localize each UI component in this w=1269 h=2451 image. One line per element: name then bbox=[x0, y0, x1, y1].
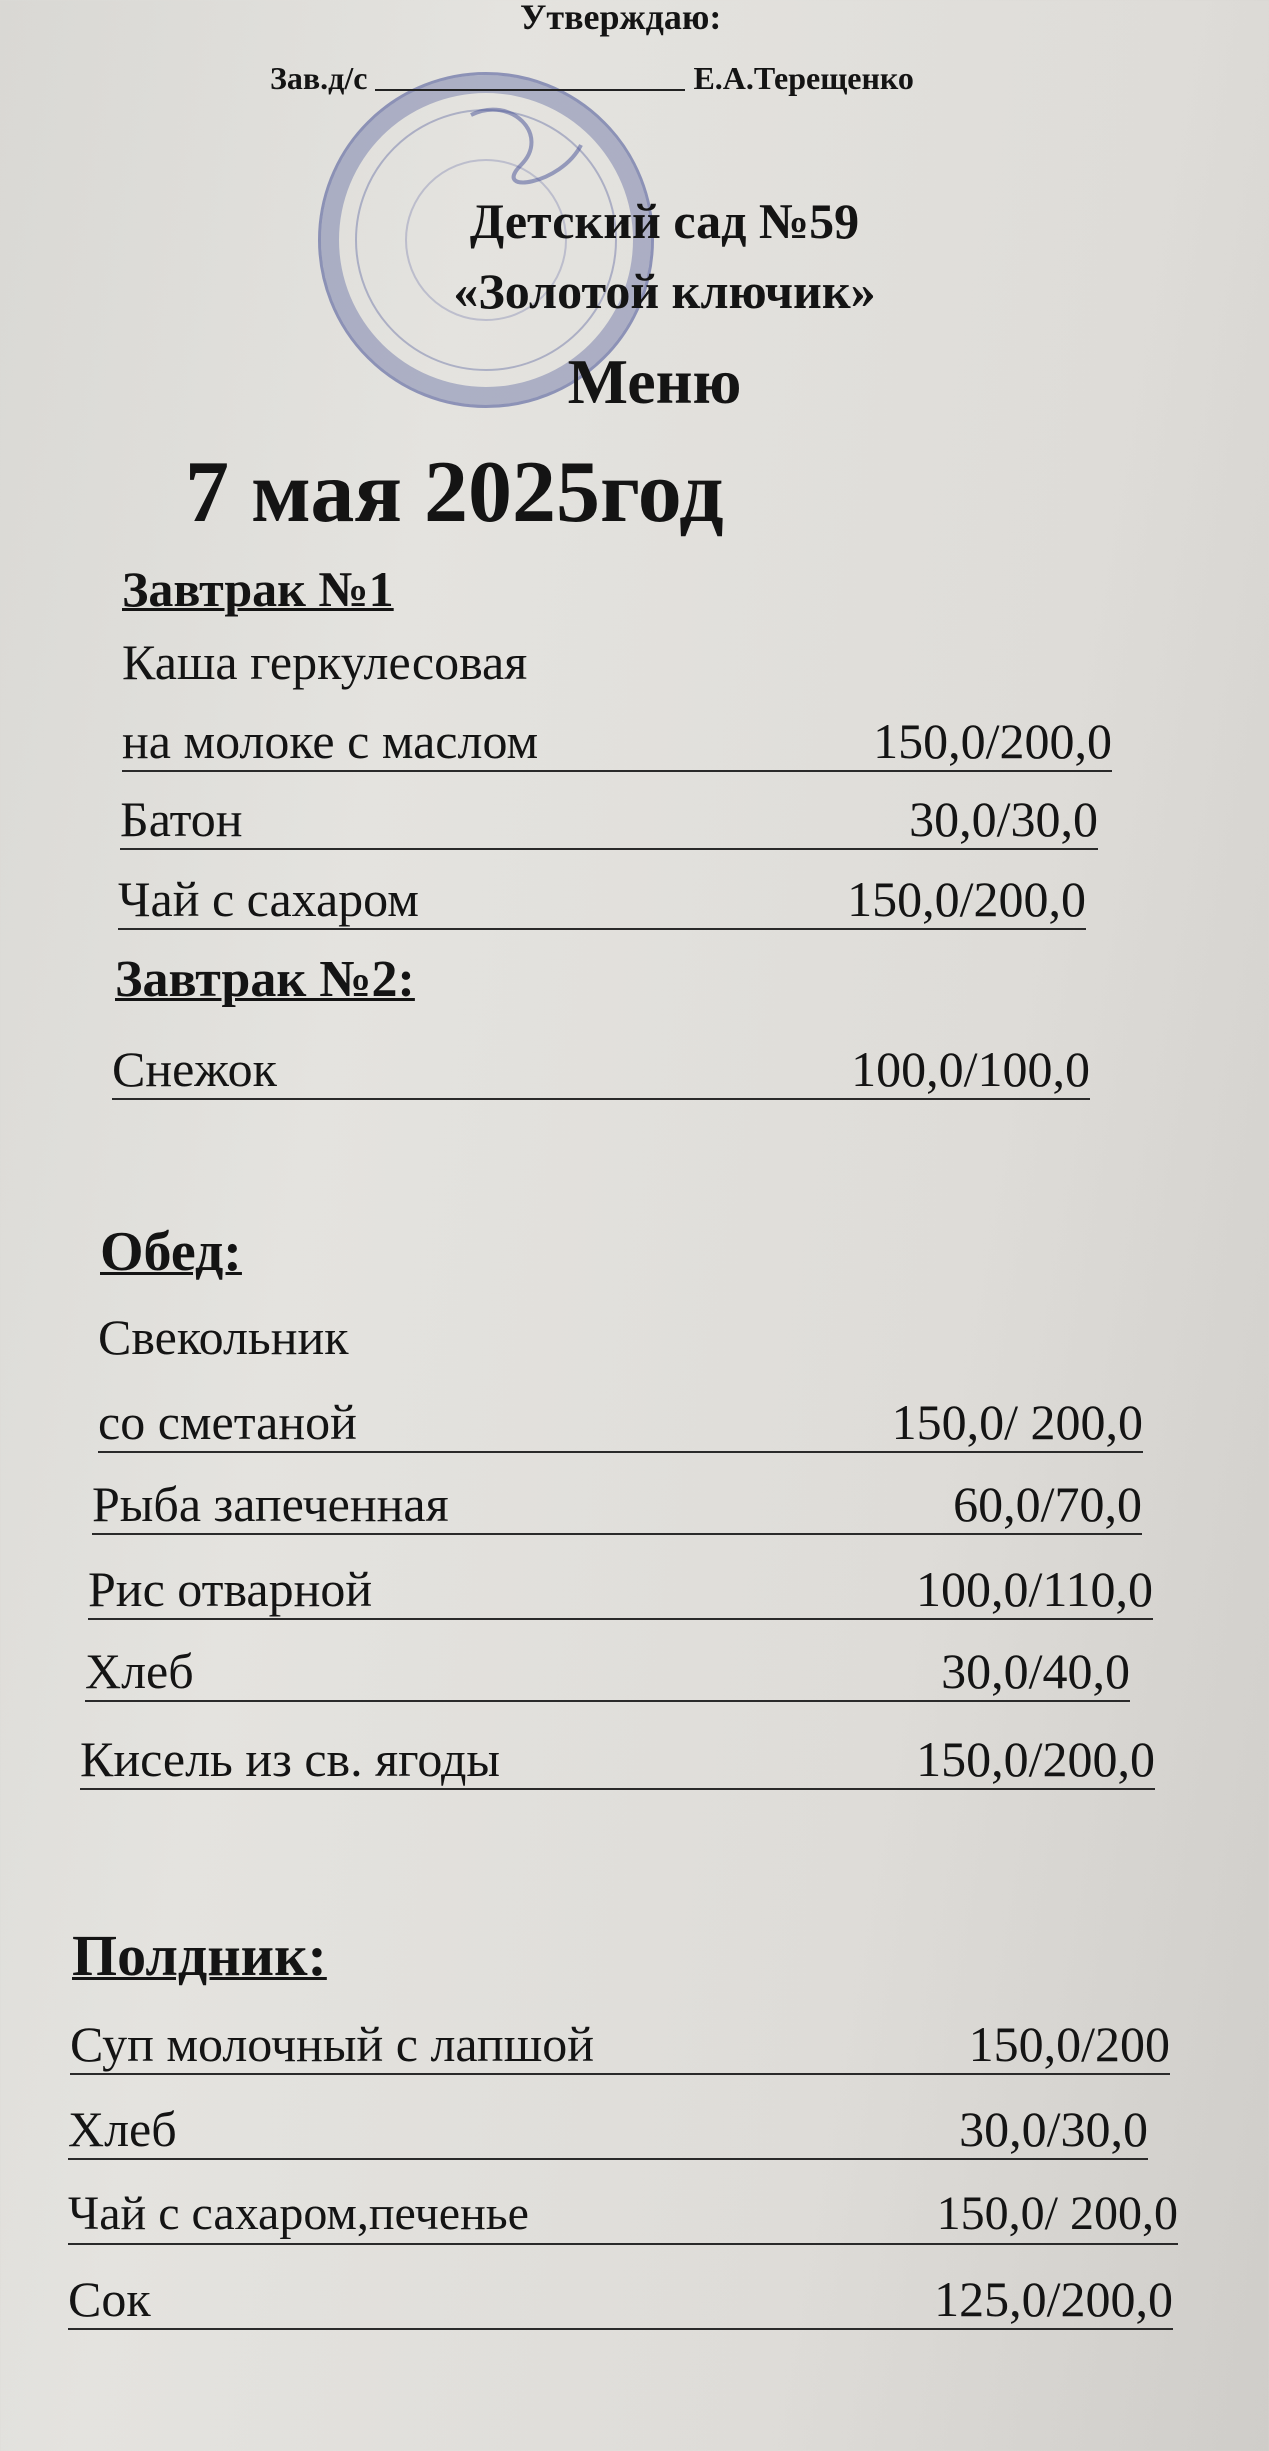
section-title-breakfast1: Завтрак №1 bbox=[122, 561, 394, 617]
item-quantity: 60,0/70,0 bbox=[953, 1476, 1142, 1532]
item-name: Чай с сахаром bbox=[118, 871, 419, 927]
item-name: Хлеб bbox=[68, 2101, 177, 2157]
section-title-snack: Полдник: bbox=[72, 1923, 327, 1988]
item-quantity: 150,0/ 200,0 bbox=[891, 1394, 1143, 1450]
signature-blank bbox=[375, 89, 685, 91]
menu-item bbox=[122, 633, 1102, 691]
item-quantity: 125,0/200,0 bbox=[934, 2271, 1173, 2327]
menu-item bbox=[85, 1642, 1130, 1702]
signer-name: Е.А.Терещенко bbox=[693, 60, 914, 96]
item-name: Сок bbox=[68, 2271, 151, 2327]
institution-name: Детский сад №59 bbox=[469, 193, 860, 249]
menu-item bbox=[70, 2015, 1170, 2075]
menu-item bbox=[122, 712, 1112, 772]
item-quantity: 30,0/30,0 bbox=[959, 2101, 1148, 2157]
item-name: Хлеб bbox=[85, 1643, 194, 1699]
section-title-breakfast2: Завтрак №2: bbox=[115, 951, 415, 1008]
signature-line bbox=[270, 60, 914, 97]
menu-item bbox=[98, 1393, 1143, 1453]
item-name: Рыба запеченная bbox=[92, 1476, 449, 1532]
menu-item bbox=[92, 1475, 1142, 1535]
item-quantity: 150,0/200,0 bbox=[847, 871, 1086, 927]
item-quantity: 100,0/100,0 bbox=[851, 1041, 1090, 1097]
menu-item bbox=[68, 2270, 1173, 2330]
menu-item bbox=[120, 790, 1098, 850]
approval-heading: Утверждаю: bbox=[520, 0, 722, 37]
item-name: со сметаной bbox=[98, 1394, 357, 1450]
institution-subtitle: «Золотой ключик» bbox=[453, 263, 876, 319]
menu-title: Меню bbox=[567, 346, 742, 417]
section-title-lunch: Обед: bbox=[100, 1221, 242, 1283]
menu-item bbox=[80, 1730, 1155, 1790]
menu-date: 7 мая 2025год bbox=[185, 444, 724, 541]
item-name: на молоке с маслом bbox=[122, 713, 539, 769]
menu-item bbox=[112, 1040, 1090, 1100]
menu-item bbox=[68, 2185, 1178, 2245]
item-name: Каша геркулесовая bbox=[122, 634, 528, 690]
item-quantity: 30,0/30,0 bbox=[909, 791, 1098, 847]
item-name: Рис отварной bbox=[88, 1561, 373, 1617]
menu-item bbox=[68, 2100, 1148, 2160]
menu-item bbox=[118, 870, 1086, 930]
item-quantity: 150,0/200,0 bbox=[873, 713, 1112, 769]
menu-item bbox=[98, 1308, 1098, 1366]
item-name: Батон bbox=[120, 791, 243, 847]
signer-position: Зав.д/с bbox=[270, 60, 368, 96]
item-quantity: 150,0/200,0 bbox=[916, 1731, 1155, 1787]
item-name: Чай с сахаром,печенье bbox=[68, 2187, 529, 2240]
item-quantity: 100,0/110,0 bbox=[915, 1561, 1153, 1617]
item-quantity: 30,0/40,0 bbox=[941, 1643, 1130, 1699]
menu-item bbox=[88, 1560, 1153, 1620]
item-name: Суп молочный с лапшой bbox=[70, 2016, 594, 2072]
item-name: Кисель из св. ягоды bbox=[80, 1731, 501, 1787]
item-name: Свекольник bbox=[98, 1309, 349, 1365]
item-quantity: 150,0/200 bbox=[968, 2016, 1170, 2072]
item-name: Снежок bbox=[112, 1041, 277, 1097]
item-quantity: 150,0/ 200,0 bbox=[936, 2187, 1178, 2240]
